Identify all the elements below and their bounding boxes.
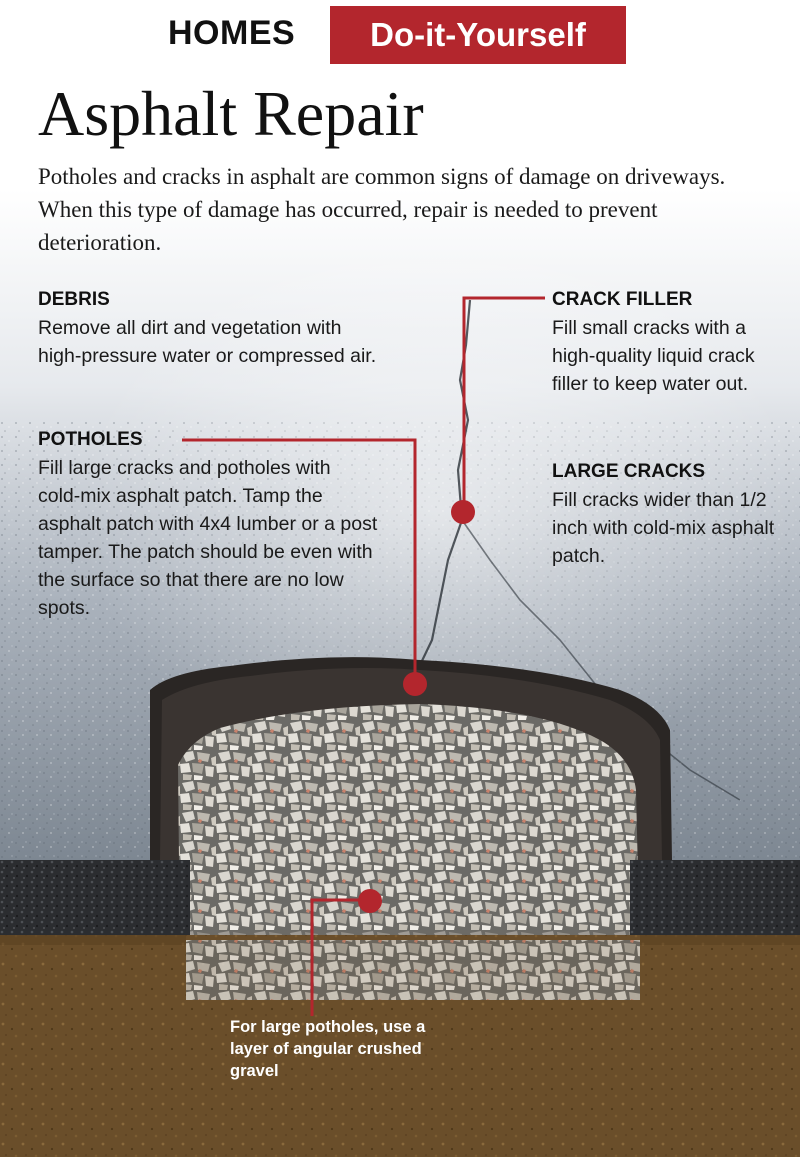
- intro-paragraph: Potholes and cracks in asphalt are common signs of damage on driveways. When this type of damage has occurred, repair is needed to prevent deterioration.: [38, 164, 726, 255]
- crack-filler-callout: [552, 288, 792, 398]
- large-cracks-text: Fill cracks wider than 1/2 inch with cold-mix asphalt patch.: [552, 489, 775, 567]
- debris-callout: [38, 288, 378, 370]
- gravel-callout: [230, 1016, 460, 1082]
- debris-text: Remove all dirt and vegetation with high-pressure water or compressed air.: [38, 317, 377, 367]
- brand-label: HOMES: [168, 14, 296, 52]
- potholes-callout: [38, 428, 378, 622]
- large-cracks-callout: [552, 460, 792, 570]
- potholes-text: Fill large cracks and potholes with cold-mix asphalt patch. Tamp the asphalt patch with 4x4 lumber or a post tamper. The patch should be even with the surface so that there are no low spots.: [38, 457, 378, 619]
- debris-heading: DEBRIS: [38, 289, 110, 310]
- crack-filler-heading: CRACK FILLER: [552, 289, 693, 310]
- page-title: Asphalt Repair: [38, 78, 424, 149]
- crack-filler-text: Fill small cracks with a high-quality liquid crack filler to keep water out.: [552, 317, 755, 395]
- gravel-text: For large potholes, use a layer of angular crushed gravel: [230, 1018, 426, 1080]
- potholes-heading: POTHOLES: [38, 429, 143, 450]
- section-banner: Do-it-Yourself: [330, 6, 626, 64]
- large-cracks-heading: LARGE CRACKS: [552, 461, 706, 482]
